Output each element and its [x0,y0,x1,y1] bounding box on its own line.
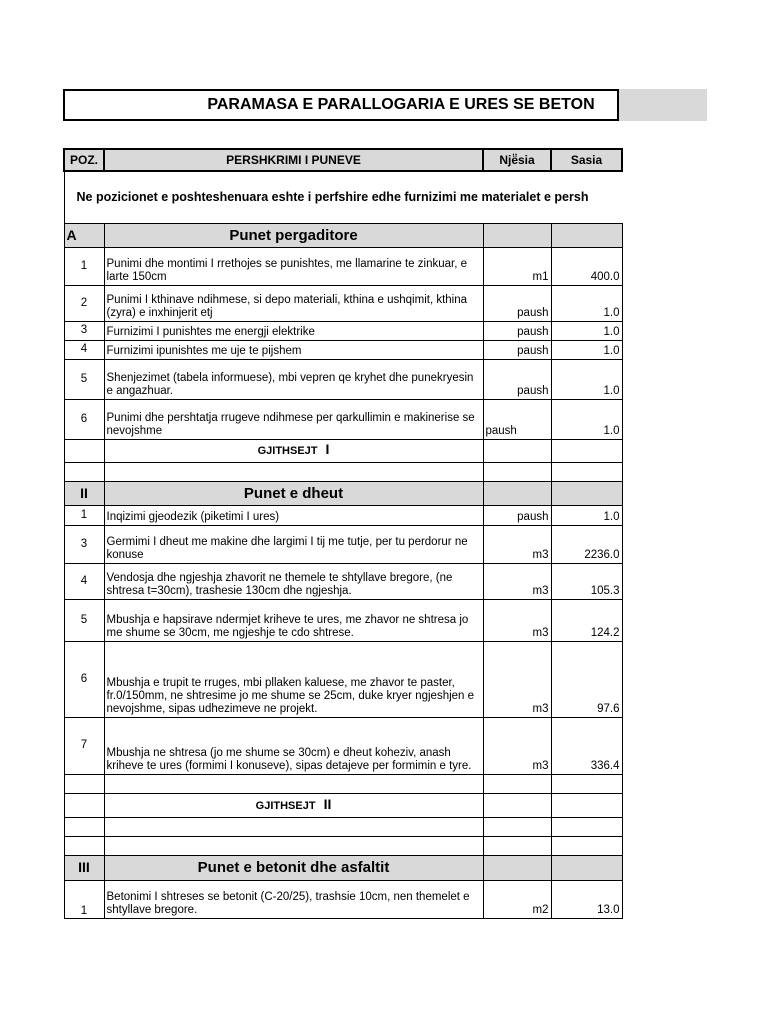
item-desc: Furnizimi I punishtes me energji elektrike [104,321,483,340]
item-qty: 1.0 [551,285,622,321]
col-header-unit: Një̈sia [483,149,551,171]
item-unit: m3 [483,563,551,599]
bill-of-quantities-table [63,148,623,919]
section-label: II [64,481,104,505]
table-row [64,717,622,774]
total-roman: II [323,795,332,812]
item-qty: 124.2 [551,599,622,641]
item-qty: 105.3 [551,563,622,599]
item-desc: Punimi dhe montimi I rrethojes se punishtes, me llamarine te zinkuar, e larte 150cm [104,247,483,285]
note-row [64,171,622,223]
item-pos: 5 [64,599,104,641]
table-row [64,563,622,599]
item-unit: m1 [483,247,551,285]
item-desc: Inqizimi gjeodezik (piketimi I ures) [104,505,483,525]
total-row [64,793,622,817]
table-row [64,359,622,399]
empty-row [64,817,622,836]
item-qty: 1.0 [551,399,622,439]
section-title: Punet e dheut [104,481,483,505]
section-title: Punet e betonit dhe asfaltit [104,855,483,880]
total-label: GJITHSEJT I [104,439,483,462]
table-row [64,599,622,641]
section-row-ii [64,481,622,505]
item-unit: paush [483,505,551,525]
item-desc: Punimi dhe pershtatja rrugeve ndihmese per qarkullimin e makinerise se nevojshme [104,399,483,439]
total-label: GJITHSEJT II [104,793,483,817]
item-qty: 400.0 [551,247,622,285]
section-label: A [64,223,104,247]
table-row [64,880,622,918]
item-pos: 5 [64,359,104,399]
item-desc: Furnizimi ipunishtes me uje te pijshem [104,340,483,359]
item-pos: 7 [64,717,104,774]
col-header-pos: POZ. [64,149,104,171]
item-desc: Betonimi I shtreses se betonit (C-20/25), trashsie 10cm, nen themelet e shtyllave bregore. [104,880,483,918]
item-pos: 4 [64,340,104,359]
table-row [64,247,622,285]
item-qty: 1.0 [551,340,622,359]
item-desc: Vendosja dhe ngjeshja zhavorit ne themele te shtyllave bregore, (ne shtresa t=30cm), trashesie 130cm dhe ngjeshja. [104,563,483,599]
sheet-title: PARAMASA E PARALLOGARIA E URES SE BETON [207,96,595,113]
table-row [64,399,622,439]
col-header-qty: Sasia [551,149,622,171]
total-row [64,439,622,462]
table-row [64,641,622,717]
header-row [64,149,622,171]
item-pos: 6 [64,641,104,717]
item-unit: paush [483,321,551,340]
section-row-iii [64,855,622,880]
table-row [64,340,622,359]
item-unit: paush [483,399,551,439]
item-pos: 6 [64,399,104,439]
item-desc: Mbushja e trupit te rruges, mbi pllaken kaluese, me zhavor te paster, fr.0/150mm, ne shtresime jo me shume se 25cm, duke kryer ngjeshjen e nevojshme, sipas udhezimeve ne projekt. [104,641,483,717]
item-qty: 1.0 [551,359,622,399]
item-unit: paush [483,340,551,359]
item-pos: 4 [64,563,104,599]
item-unit: m3 [483,599,551,641]
item-qty: 13.0 [551,880,622,918]
table-row [64,505,622,525]
item-pos: 3 [64,321,104,340]
item-pos: 2 [64,285,104,321]
item-qty: 97.6 [551,641,622,717]
item-unit: m3 [483,525,551,563]
section-title: Punet pergaditore [104,223,483,247]
item-pos: 1 [64,880,104,918]
empty-row [64,462,622,481]
item-qty: 1.0 [551,321,622,340]
item-desc: Shenjezimet (tabela informuese), mbi vepren qe kryhet dhe punekryesin e angazhuar. [104,359,483,399]
item-pos: 1 [64,505,104,525]
title-grey-cell [619,89,707,121]
section-label: III [64,855,104,880]
item-qty: 2236.0 [551,525,622,563]
sheet-title-box [63,89,619,121]
item-desc: Mbushja ne shtresa (jo me shume se 30cm) e dheut koheziv, anash kriheve te ures (formimi I konuseve), sipas detajeve per formimin e tyre. [104,717,483,774]
item-qty: 1.0 [551,505,622,525]
item-qty: 336.4 [551,717,622,774]
item-unit: m3 [483,641,551,717]
total-roman: I [325,441,330,457]
table-row [64,525,622,563]
table-row [64,321,622,340]
empty-row [64,836,622,855]
section-row-a [64,223,622,247]
item-unit: paush [483,285,551,321]
item-unit: m2 [483,880,551,918]
item-unit: paush [483,359,551,399]
col-header-desc: PERSHKRIMI I PUNEVE [104,149,483,171]
item-unit: m3 [483,717,551,774]
note-text: Ne pozicionet e poshteshenuara eshte i perfshire edhe furnizimi me materialet e persh [64,171,622,223]
item-pos: 3 [64,525,104,563]
item-desc: Germimi I dheut me makine dhe largimi I tij me tutje, per tu perdorur ne konuse [104,525,483,563]
table-row [64,285,622,321]
empty-row [64,774,622,793]
item-desc: Mbushja e hapsirave ndermjet kriheve te ures, me zhavor ne shtresa jo me shume se 30cm, me ngjeshje te cdo shtrese. [104,599,483,641]
item-pos: 1 [64,247,104,285]
item-desc: Punimi I kthinave ndihmese, si depo materiali, kthina e ushqimit, kthina (zyra) e inxhinjerit etj [104,285,483,321]
